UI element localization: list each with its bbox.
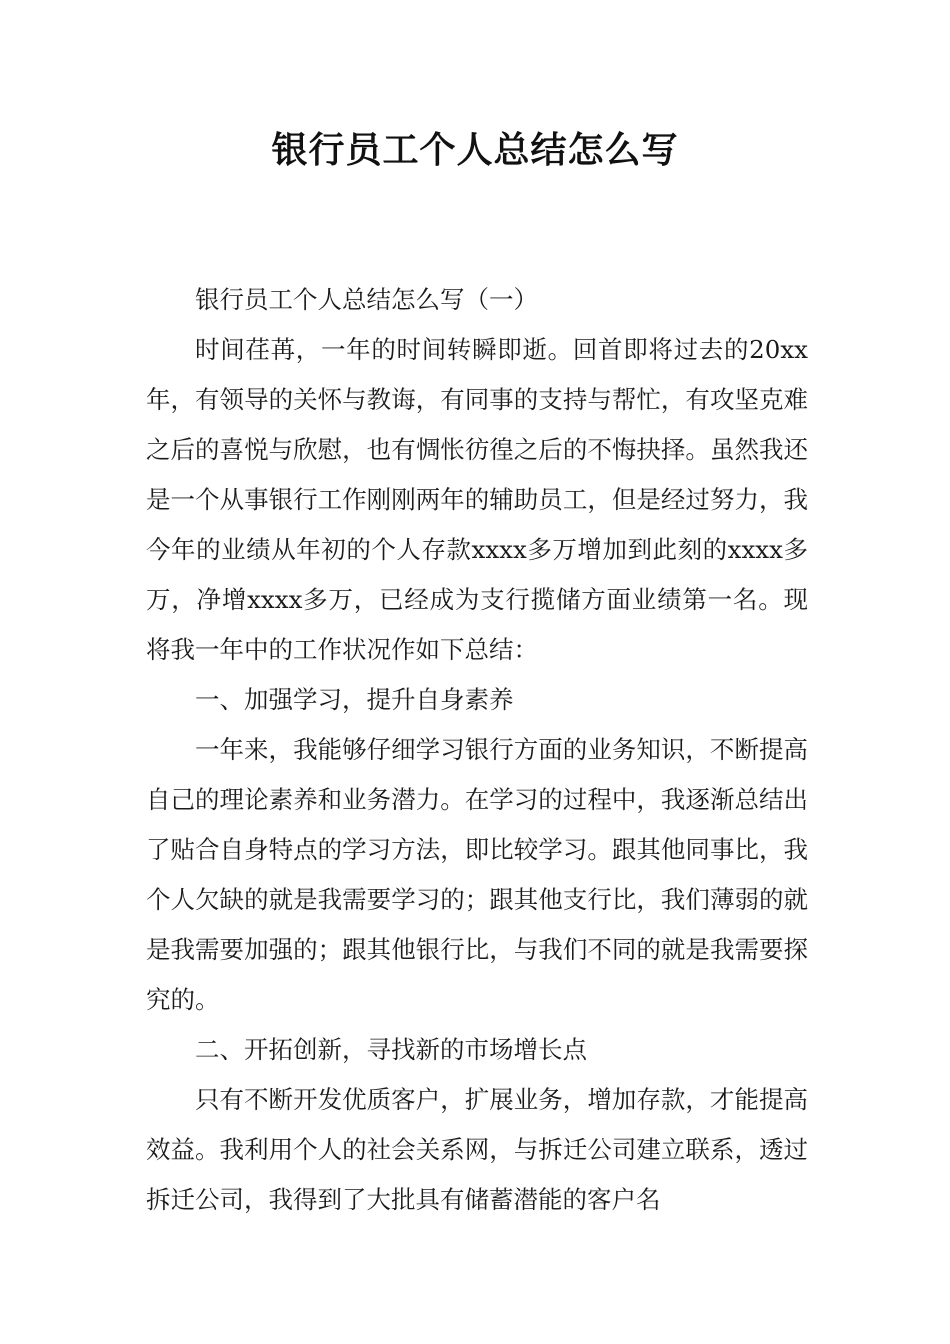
document-title: 银行员工个人总结怎么写 xyxy=(271,130,679,171)
section-heading-2: 二、开拓创新，寻找新的市场增长点 xyxy=(195,1035,587,1064)
section-subtitle: 银行员工个人总结怎么写（一） xyxy=(195,285,538,314)
paragraph-intro: 时间荏苒，一年的时间转瞬即逝。回首即将过去的20xx年，有领导的关怀与教诲，有同事的支持与帮忙，有攻坚克难之后的喜悦与欣慰，也有惆怅彷徨之后的不悔抉择。虽然我还是一个从事银行工作刚刚两年的辅助员工，但是经过努力，我今年的业绩从年初的个人存款xxxx多万增加到此刻的xxxx多万，净增xxxx多万，已经成为支行揽储方面业绩第一名。现将我一年中的工作状况作如下总结： xyxy=(146,335,808,664)
paragraph-section-1: 一年来，我能够仔细学习银行方面的业务知识，不断提高自己的理论素养和业务潜力。在学习的过程中，我逐渐总结出了贴合自身特点的学习方法，即比较学习。跟其他同事比，我个人欠缺的就是我需要学习的；跟其他支行比，我们薄弱的就是我需要加强的；跟其他银行比，与我们不同的就是我需要探究的。 xyxy=(146,735,808,1014)
paragraph-section-2: 只有不断开发优质客户，扩展业务，增加存款，才能提高效益。我利用个人的社会关系网，与拆迁公司建立联系，透过拆迁公司，我得到了大批具有储蓄潜能的客户名 xyxy=(146,1085,808,1214)
document-body xyxy=(146,275,808,1225)
section-heading-1: 一、加强学习，提升自身素养 xyxy=(195,685,514,714)
